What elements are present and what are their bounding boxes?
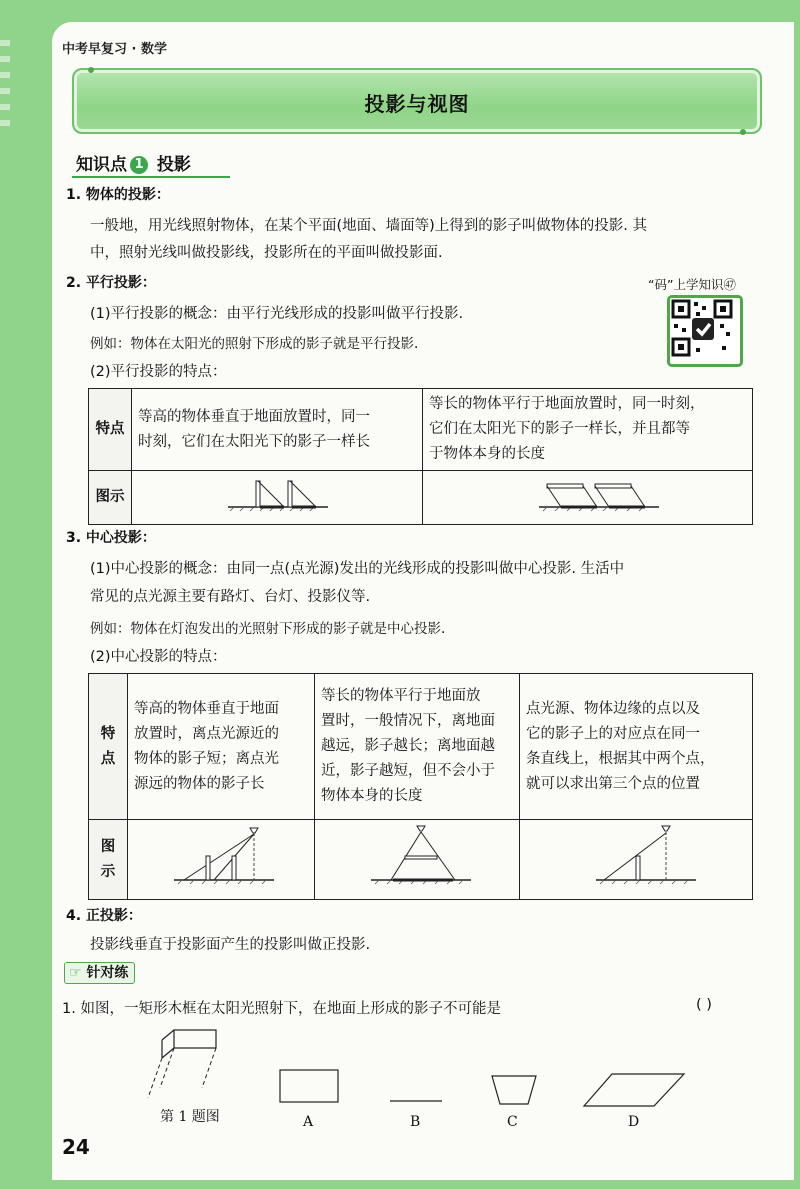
item2-example: 例如：物体在太阳光的照射下形成的影子就是平行投影.	[90, 336, 419, 352]
qr-pattern-icon	[670, 298, 734, 358]
hand-pointer-icon: ☞	[69, 965, 82, 981]
section-label: 知识点	[76, 155, 127, 175]
page-number: 24	[62, 1135, 90, 1159]
practice-badge: ☞ 针对练	[64, 962, 135, 984]
parallel-horizontal-figure	[429, 473, 739, 513]
qr-caption: “码”上学知识㊼	[648, 277, 736, 292]
parallel-projection-table	[88, 388, 753, 525]
table2-figure-label: 图示	[89, 820, 128, 900]
item3-concept-line1: (1)中心投影的概念：由同一点(点光源)发出的光线形成的投影叫做中心投影. 生活中	[90, 561, 625, 577]
item2-features: (2)平行投影的特点：	[90, 364, 227, 380]
table2-figure-col3	[520, 820, 753, 900]
option-a-label[interactable]: A	[303, 1114, 314, 1130]
chapter-title: 投影与视图	[364, 92, 470, 116]
item1-line1: 一般地，用光线照射物体，在某个平面(地面、墙面等)上得到的影子叫做物体的投影. 其	[90, 218, 648, 234]
section-underline	[72, 176, 230, 178]
option-a-rectangle-figure	[278, 1068, 340, 1104]
lamp-vertical-figure	[134, 822, 308, 888]
option-c-trapezoid-figure	[490, 1074, 538, 1106]
option-d-label[interactable]: D	[628, 1114, 640, 1130]
item3-example: 例如：物体在灯泡发出的光照射下形成的影子就是中心投影.	[90, 621, 446, 637]
item4-heading: 4. 正投影：	[66, 908, 142, 924]
item1-line2: 中，照射光线叫做投影线，投影所在的平面叫做投影面.	[90, 245, 443, 261]
chapter-banner	[72, 68, 762, 134]
edge-tabs	[0, 40, 10, 150]
table2-feature-col3: 点光源、物体边缘的点以及 它的影子上的对应点在同一 条直线上，根据其中两个点， 就可以求出第三个点的位置	[520, 674, 753, 820]
section-heading	[76, 150, 191, 175]
wooden-frame-figure	[140, 1026, 220, 1110]
figure-caption: 第 1 题图	[160, 1109, 220, 1125]
table2-figure-col2	[315, 820, 520, 900]
lamp-collinear-figure	[526, 822, 746, 888]
answer-blank[interactable]: ( )	[696, 997, 712, 1013]
table2-feature-label: 特点	[89, 674, 128, 820]
item4-text: 投影线垂直于投影面产生的投影叫做正投影.	[90, 937, 371, 953]
item3-concept-line2: 常见的点光源主要有路灯、台灯、投影仪等.	[90, 589, 371, 605]
table2-feature-col2: 等长的物体平行于地面放 置时，一般情况下，离地面 越远，影子越长；离地面越 近，影子越短，但不会小于 物体本身的长度	[315, 674, 520, 820]
item3-features: (2)中心投影的特点：	[90, 649, 227, 665]
item2-concept: (1)平行投影的概念：由平行光线形成的投影叫做平行投影.	[90, 306, 464, 322]
question-1: 1. 如图，一矩形木框在太阳光照射下，在地面上形成的影子不可能是	[62, 1001, 501, 1017]
running-header: 中考早复习 · 数学	[62, 42, 167, 57]
parallel-vertical-figure	[138, 473, 416, 513]
option-b-segment-figure	[388, 1098, 444, 1104]
lamp-horizontal-figure	[321, 822, 513, 888]
option-c-label[interactable]: C	[507, 1114, 518, 1130]
table1-figure-col2	[423, 471, 753, 525]
section-number: 1	[130, 156, 148, 174]
qr-code[interactable]	[667, 295, 743, 367]
item1-heading: 1. 物体的投影：	[66, 187, 170, 203]
table1-feature-col1: 等高的物体垂直于地面放置时，同一 时刻，它们在太阳光下的影子一样长	[132, 389, 423, 471]
table1-feature-label: 特点	[89, 389, 132, 471]
table1-feature-col2: 等长的物体平行于地面放置时，同一时刻， 它们在太阳光下的影子一样长，并且都等 于物体本身的长度	[423, 389, 753, 471]
table1-figure-label: 图示	[89, 471, 132, 525]
item2-heading: 2. 平行投影：	[66, 275, 156, 291]
table1-figure-col1	[132, 471, 423, 525]
option-b-label[interactable]: B	[410, 1114, 421, 1130]
table2-feature-col1: 等高的物体垂直于地面 放置时，离点光源近的 物体的影子短；离点光 源远的物体的影子长	[128, 674, 315, 820]
table2-figure-col1	[128, 820, 315, 900]
section-topic: 投影	[156, 155, 191, 175]
item3-heading: 3. 中心投影：	[66, 530, 156, 546]
option-d-parallelogram-figure	[582, 1072, 686, 1108]
central-projection-table	[88, 673, 753, 900]
